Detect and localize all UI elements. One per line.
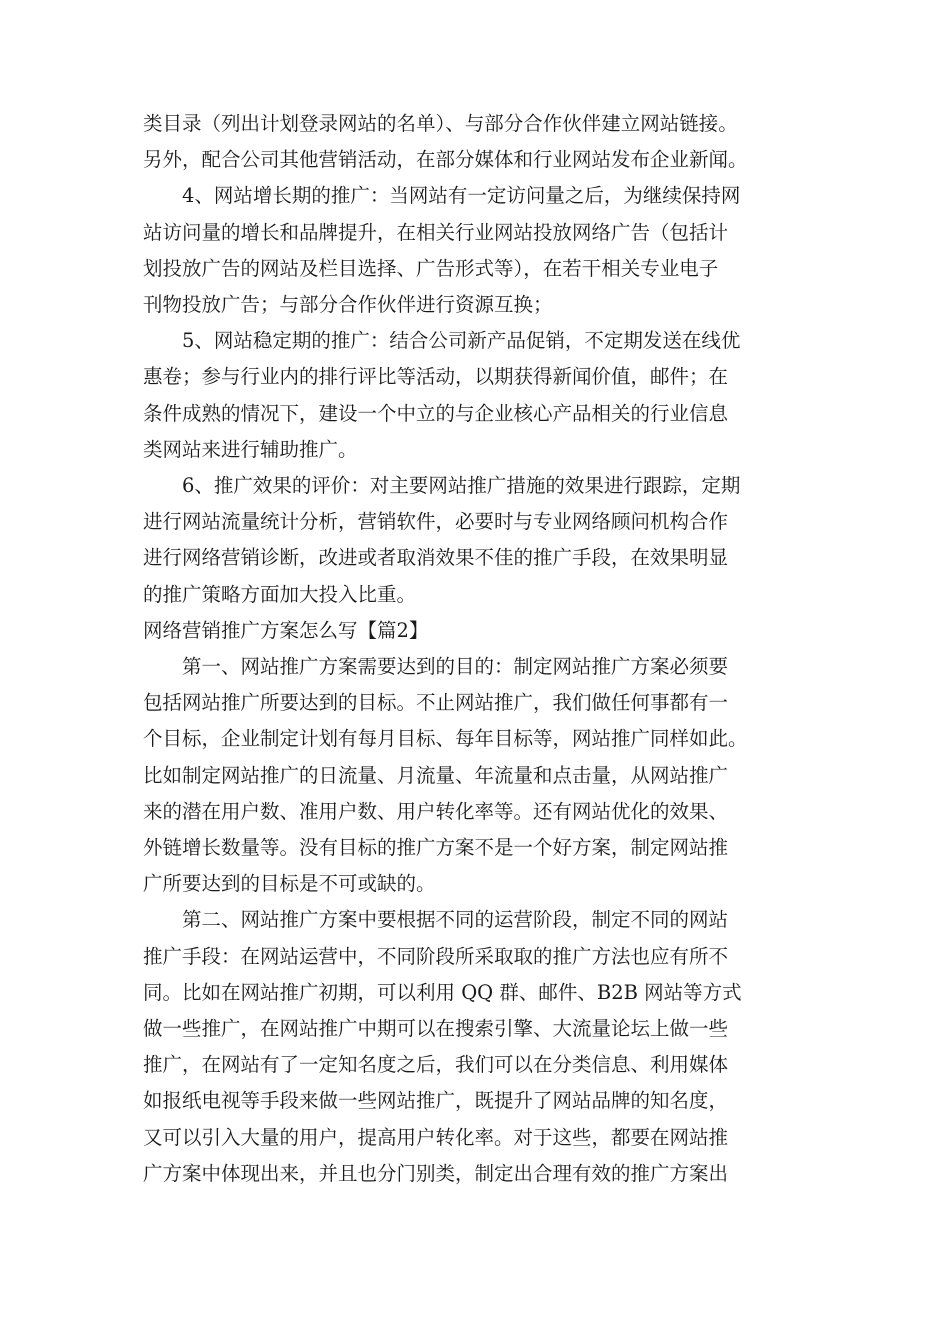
text-line: 推广手段：在网站运营中，不同阶段所采取取的推广方法也应有所不 (143, 944, 729, 968)
text-line: 个目标，企业制定计划有每月目标、每年目标等，网站推广同样如此。 (143, 727, 748, 751)
text-line: 惠卷；参与行业内的排行评比等活动，以期获得新闻价值，邮件；在 (143, 365, 729, 389)
text-line: 网络营销推广方案怎么写【篇2】 (143, 618, 429, 642)
text-line: 另外，配合公司其他营销活动，在部分媒体和行业网站发布企业新闻。 (143, 148, 748, 172)
text-line: 6、推广效果的评价：对主要网站推广措施的效果进行跟踪，定期 (182, 474, 741, 498)
text-line: 又可以引入大量的用户，提高用户转化率。对于这些，都要在网站推 (143, 1125, 729, 1149)
text-line: 的推广策略方面加大投入比重。 (143, 582, 417, 606)
section-heading (143, 613, 823, 649)
text-line: 来的潜在用户数、准用户数、用户转化率等。还有网站优化的效果、 (143, 799, 729, 823)
body-paragraph (143, 106, 823, 178)
text-line: 比如制定网站推广的日流量、月流量、年流量和点击量，从网站推广 (143, 763, 729, 787)
text-line: 包括网站推广所要达到的目标。不止网站推广，我们做任何事都有一 (143, 691, 729, 715)
body-paragraph (143, 323, 823, 468)
text-line: 广所要达到的目标是不可或缺的。 (143, 872, 436, 896)
body-paragraph (143, 902, 823, 1192)
text-line: 推广，在网站有了一定知名度之后，我们可以在分类信息、利用媒体 (143, 1053, 729, 1077)
document-body (143, 106, 823, 1192)
text-line: 广方案中体现出来，并且也分门别类，制定出合理有效的推广方案出 (143, 1161, 729, 1185)
text-line: 划投放广告的网站及栏目选择、广告形式等），在若干相关专业电子 (143, 256, 719, 280)
text-line: 站访问量的增长和品牌提升，在相关行业网站投放网络广告（包括计 (143, 220, 729, 244)
text-line: 外链增长数量等。没有目标的推广方案不是一个好方案，制定网站推 (143, 836, 729, 860)
text-line: 进行网站流量统计分析，营销软件，必要时与专业网络顾问机构合作 (143, 510, 729, 534)
text-line: 第一、网站推广方案需要达到的目的：制定网站推广方案必须要 (182, 655, 729, 679)
body-paragraph (143, 649, 823, 902)
text-line: 同。比如在网站推广初期，可以利用 QQ 群、邮件、B2B 网站等方式 (143, 980, 742, 1004)
text-line: 刊物投放广告；与部分合作伙伴进行资源互换； (143, 293, 553, 317)
body-paragraph (143, 468, 823, 613)
text-line: 进行网络营销诊断，改进或者取消效果不佳的推广手段，在效果明显 (143, 546, 729, 570)
text-line: 如报纸电视等手段来做一些网站推广，既提升了网站品牌的知名度， (143, 1089, 729, 1113)
text-line: 类网站来进行辅助推广。 (143, 437, 358, 461)
text-line: 4、网站增长期的推广：当网站有一定访问量之后，为继续保持网 (182, 184, 741, 208)
text-line: 类目录（列出计划登录网站的名单）、与部分合作伙伴建立网站链接。 (143, 112, 738, 135)
text-line: 第二、网站推广方案中要根据不同的运营阶段，制定不同的网站 (182, 908, 729, 932)
text-line: 5、网站稳定期的推广：结合公司新产品促销，不定期发送在线优 (182, 329, 741, 353)
text-line: 做一些推广，在网站推广中期可以在搜索引擎、大流量论坛上做一些 (143, 1017, 729, 1041)
body-paragraph (143, 178, 823, 323)
text-line: 条件成熟的情况下，建设一个中立的与企业核心产品相关的行业信息 (143, 401, 729, 425)
